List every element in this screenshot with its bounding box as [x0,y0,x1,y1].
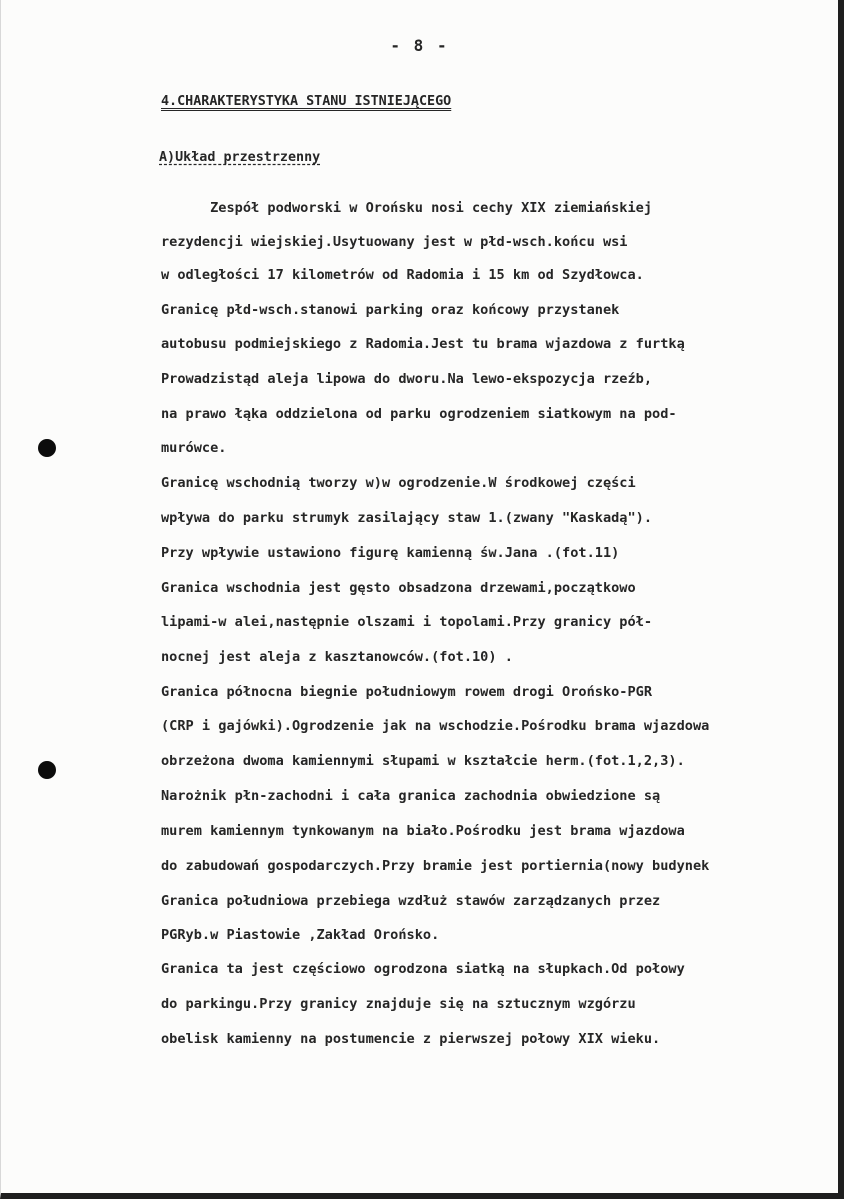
text-line: Granica ta jest częściowo ogrodzona siatką na słupkach.Od połowy [161,961,685,977]
text-line: autobusu podmiejskiego z Radomia.Jest tu brama wjazdowa z furtką [161,336,685,352]
text-line: Granicę płd-wsch.stanowi parking oraz końcowy przystanek [161,302,620,318]
text-line: Zespół podworski w Orońsku nosi cechy XIX ziemiańskiej [161,200,653,216]
text-line: w odległości 17 kilometrów od Radomia i 15 km od Szydłowca. [161,267,644,283]
text-line: do zabudowań gospodarczych.Przy bramie jest portiernia(nowy budynek [161,858,710,874]
text-line: wpływa do parku strumyk zasilający staw 1.(zwany "Kaskadą"). [161,510,653,526]
punch-hole [38,439,56,457]
text-line: Narożnik płn-zachodni i cała granica zachodnia obwiedzione są [161,788,661,804]
text-line: lipami-w alei,następnie olszami i topolami.Przy granicy pół- [161,614,653,630]
text-line: Prowadzistąd aleja lipowa do dworu.Na lewo-ekspozycja rzeźb, [161,371,653,387]
page-number: - 8 - [390,36,449,55]
text-line: Granica wschodnia jest gęsto obsadzona drzewami,początkowo [161,580,636,596]
text-line: murem kamiennym tynkowanym na biało.Pośrodku jest brama wjazdowa [161,823,685,839]
punch-hole [38,761,56,779]
text-line: Granica północna biegnie południowym rowem drogi Orońsko-PGR [161,684,653,700]
section-heading: 4.CHARAKTERYSTYKA STANU ISTNIEJĄCEGO [161,94,452,109]
text-line: PGRyb.w Piastowie ,Zakład Orońsko. [161,927,440,943]
text-line: obrzeżona dwoma kamiennymi słupami w kształcie herm.(fot.1,2,3). [161,753,685,769]
text-line: obelisk kamienny na postumencie z pierwszej połowy XIX wieku. [161,1031,661,1047]
text-line: (CRP i gajówki).Ogrodzenie jak na wschodzie.Pośrodku brama wjazdowa [161,718,710,734]
text-line: Granicę wschodnią tworzy w)w ogrodzenie.W środkowej części [161,475,636,491]
text-line: Przy wpływie ustawiono figurę kamienną św.Jana .(fot.11) [161,545,620,561]
body-text [1,0,838,1193]
text-line: Granica południowa przebiega wzdłuż stawów zarządzanych przez [161,893,661,909]
text-line: murówce. [161,440,227,456]
text-line: rezydencji wiejskiej.Usytuowany jest w płd-wsch.końcu wsi [161,234,628,250]
text-line: na prawo łąka oddzielona od parku ogrodzeniem siatkowym na pod- [161,406,677,422]
subsection-heading: A)Układ przestrzenny [159,150,321,165]
text-line: do parkingu.Przy granicy znajduje się na sztucznym wzgórzu [161,996,636,1012]
text-line: nocnej jest aleja z kasztanowców.(fot.10) . [161,649,513,665]
